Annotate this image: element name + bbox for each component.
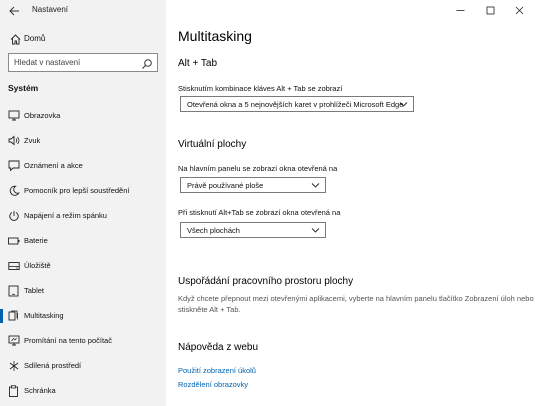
minimize-icon [456, 6, 465, 15]
sidebar-item-shared-experiences[interactable] [0, 354, 166, 379]
arrange-heading: Uspořádání pracovního prostoru plochy [178, 276, 354, 287]
sidebar-item-display[interactable] [0, 104, 166, 129]
speaker-icon [7, 134, 20, 147]
sidebar-item-label: Zvuk [24, 136, 41, 145]
sidebar-item-power-sleep[interactable] [0, 204, 166, 229]
home-link[interactable] [0, 30, 166, 48]
shared-experiences-icon [7, 359, 20, 372]
sidebar-item-label: Obrazovka [24, 111, 61, 120]
help-link-task-view[interactable]: Použití zobrazení úkolů [178, 366, 256, 375]
section-heading-system: Systém [8, 83, 39, 93]
power-icon [7, 209, 20, 222]
storage-icon [7, 259, 20, 272]
maximize-icon [486, 6, 495, 15]
sidebar-item-label: Promítání na tento počítač [24, 336, 112, 345]
close-button[interactable] [506, 2, 532, 18]
sidebar-item-label: Sdílená prostředí [24, 361, 82, 370]
alttab-label: Stisknutím kombinace kláves Alt + Tab se zobrazí [178, 84, 343, 93]
sidebar-item-notifications[interactable] [0, 154, 166, 179]
sidebar-item-label: Napájení a režim spánku [24, 211, 107, 220]
window-controls [166, 0, 540, 22]
sidebar [0, 0, 166, 406]
search-box[interactable] [8, 53, 158, 72]
virtual-desktops-heading: Virtuální plochy [178, 139, 247, 150]
chevron-down-icon [311, 181, 320, 189]
tablet-icon [7, 284, 20, 297]
alttab-dropdown[interactable] [180, 96, 414, 112]
moon-icon [7, 184, 20, 197]
chevron-down-icon [399, 100, 408, 108]
multitasking-icon [7, 309, 20, 322]
page-title: Multitasking [178, 28, 252, 44]
back-button[interactable] [6, 3, 22, 19]
dropdown-value: Všech plochách [187, 226, 240, 235]
sidebar-item-projecting[interactable] [0, 329, 166, 354]
taskbar-windows-label: Na hlavním panelu se zobrazí okna otevřená na [178, 164, 338, 173]
help-link-split-screen[interactable]: Rozdělení obrazovky [178, 380, 249, 389]
sidebar-item-focus-assist[interactable] [0, 179, 166, 204]
home-icon [8, 32, 22, 46]
close-icon [515, 6, 524, 15]
dropdown-value: Právě používané ploše [187, 181, 264, 190]
sidebar-item-battery[interactable] [0, 229, 166, 254]
sidebar-item-label: Baterie [24, 236, 48, 245]
minimize-button[interactable] [447, 2, 473, 18]
app-title: Nastavení [32, 5, 69, 14]
sidebar-item-label: Úložiště [24, 261, 51, 270]
arrange-description: Když chcete přepnout mezi otevřenými aplikacemi, vyberte na hlavním panelu tlačítko Zobrazení úloh nebo stiskněte Alt + Tab. [178, 294, 534, 314]
alttab-windows-dropdown[interactable] [180, 222, 326, 238]
taskbar-windows-dropdown[interactable] [180, 177, 326, 193]
sidebar-item-label: Tablet [24, 286, 45, 295]
sidebar-item-storage[interactable] [0, 254, 166, 279]
sidebar-item-label: Multitasking [24, 311, 64, 320]
sidebar-item-clipboard[interactable] [0, 379, 166, 404]
home-label: Domů [24, 34, 46, 43]
monitor-icon [7, 109, 20, 122]
sidebar-item-tablet[interactable] [0, 279, 166, 304]
sidebar-item-label: Schránka [24, 386, 56, 395]
alttab-windows-label: Při stisknutí Alt+Tab se zobrazí okna otevřená na [178, 208, 341, 217]
sidebar-nav [0, 104, 166, 404]
sidebar-item-label: Pomocník pro lepší soustředění [24, 186, 130, 195]
active-indicator [0, 309, 3, 323]
clipboard-icon [7, 384, 20, 397]
dropdown-value: Otevřená okna a 5 nejnovějších karet v prohlížeči Microsoft Edge [187, 100, 404, 109]
chevron-down-icon [311, 226, 320, 234]
help-heading: Nápověda z webu [178, 342, 259, 353]
battery-icon [7, 234, 20, 247]
title-bar [0, 0, 166, 22]
search-icon[interactable] [141, 57, 153, 69]
sidebar-item-label: Oznámení a akce [24, 161, 83, 170]
back-arrow-icon [9, 6, 20, 16]
alttab-heading: Alt + Tab [178, 58, 218, 69]
search-input[interactable] [9, 54, 137, 71]
projecting-icon [7, 334, 20, 347]
sidebar-item-sound[interactable] [0, 129, 166, 154]
maximize-button[interactable] [477, 2, 503, 18]
notification-icon [7, 159, 20, 172]
sidebar-item-multitasking[interactable] [0, 304, 166, 329]
